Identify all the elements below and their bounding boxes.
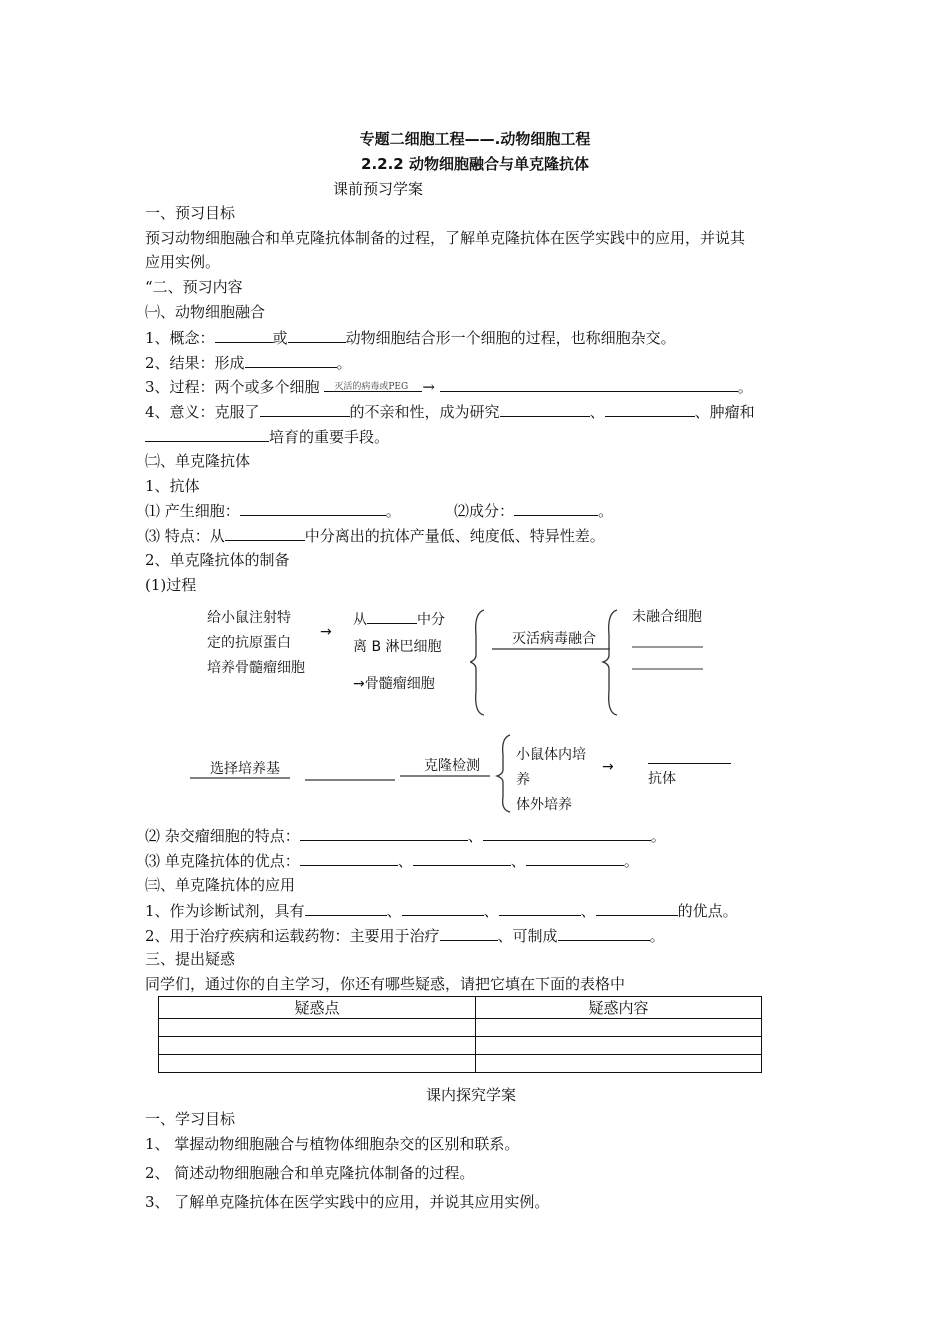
diagram-mid-1: 从 中分 bbox=[353, 608, 445, 629]
feature-line: ⑶ 特点：从 中分离出的抗体产量低、纯度低、特异性差。 bbox=[145, 527, 605, 545]
blank[interactable] bbox=[324, 376, 422, 392]
clone-label: 克隆检测 bbox=[424, 758, 480, 774]
doubt-table bbox=[158, 996, 762, 1073]
blank[interactable] bbox=[367, 608, 417, 624]
lesson-title: 2.2.2 动物细胞融合与单克隆抗体 bbox=[361, 155, 589, 173]
blank[interactable] bbox=[440, 925, 498, 941]
inclass-title: 课内探究学案 bbox=[426, 1086, 517, 1104]
document-title: 专题二细胞工程——.动物细胞工程 bbox=[359, 130, 591, 148]
diagram-left-2: 定的抗原蛋白 bbox=[207, 635, 291, 651]
diagram-right-1: 未融合细胞 bbox=[632, 609, 702, 625]
table-cell[interactable] bbox=[476, 1037, 762, 1055]
blank[interactable] bbox=[648, 748, 731, 764]
culture-3: 体外培养 bbox=[516, 797, 572, 813]
antibody-heading: 1、抗体 bbox=[145, 477, 200, 495]
producer-line: ⑴ 产生细胞： 。 bbox=[145, 502, 401, 520]
blank[interactable] bbox=[413, 850, 511, 866]
table-header: 疑惑点 bbox=[159, 997, 476, 1019]
goal-heading: 一、预习目标 bbox=[145, 204, 236, 222]
result-line: 2、结果：形成 。 bbox=[145, 354, 352, 372]
hybrid-line: ⑵ 杂交瘤细胞的特点： 、 。 bbox=[145, 827, 666, 845]
blank[interactable] bbox=[305, 900, 387, 916]
culture-2: 养 bbox=[516, 772, 530, 788]
blank[interactable] bbox=[514, 500, 598, 516]
blank[interactable] bbox=[215, 327, 273, 343]
diagram-left-3: 培养骨髓瘤细胞 bbox=[207, 660, 305, 676]
inclass-goal-heading: 一、学习目标 bbox=[145, 1110, 236, 1128]
blank[interactable] bbox=[596, 900, 678, 916]
select-label: 选择培养基 bbox=[210, 761, 280, 777]
table-header: 疑惑内容 bbox=[476, 997, 762, 1019]
doubt-text: 同学们，通过你的自主学习，你还有哪些疑惑，请把它填在下面的表格中 bbox=[145, 975, 626, 993]
blank[interactable] bbox=[245, 352, 337, 368]
table-cell[interactable] bbox=[159, 1037, 476, 1055]
blank[interactable] bbox=[402, 900, 484, 916]
concept-line: 1、概念： 或 动物细胞结合形一个细胞的过程，也称细胞杂交。 bbox=[145, 329, 676, 347]
table-header-row bbox=[159, 997, 762, 1019]
blank[interactable] bbox=[500, 401, 590, 417]
table-row bbox=[159, 1055, 762, 1073]
table-cell[interactable] bbox=[476, 1055, 762, 1073]
fusion-heading: ㈠、动物细胞融合 bbox=[145, 303, 266, 321]
mab-heading: ㈡、单克隆抗体 bbox=[145, 452, 251, 470]
blank[interactable] bbox=[440, 376, 738, 392]
arrow-condition: 灭活的病毒或PEG bbox=[334, 382, 409, 392]
blank[interactable] bbox=[558, 925, 650, 941]
blank[interactable] bbox=[145, 426, 269, 442]
table-row bbox=[159, 1037, 762, 1055]
list-item: 3、 了解单克隆抗体在医学实践中的应用，并说其应用实例。 bbox=[145, 1193, 550, 1211]
culture-1: 小鼠体内培 bbox=[516, 747, 586, 763]
list-item: 1、 掌握动物细胞融合与植物体细胞杂交的区别和联系。 bbox=[145, 1135, 520, 1153]
table-cell[interactable] bbox=[159, 1019, 476, 1037]
blank[interactable] bbox=[526, 850, 624, 866]
list-item: 2、 简述动物细胞融合和单克隆抗体制备的过程。 bbox=[145, 1164, 475, 1182]
diagram-mid-2: 离 B 淋巴细胞 bbox=[353, 639, 442, 655]
content-heading: “二、预习内容 bbox=[145, 278, 243, 296]
goal-text-2: 应用实例。 bbox=[145, 253, 221, 271]
app-heading: ㈢、单克隆抗体的应用 bbox=[145, 876, 296, 894]
blank[interactable] bbox=[288, 327, 346, 343]
section-title: 课前预习学案 bbox=[333, 180, 424, 198]
goal-text-1: 预习动物细胞融合和单克隆抗体制备的过程，了解单克隆抗体在医学实践中的应用，并说其 bbox=[145, 229, 746, 247]
diagram-braces bbox=[470, 605, 770, 720]
diagram-left-1: 给小鼠注射特 bbox=[207, 610, 291, 626]
table-row bbox=[159, 1019, 762, 1037]
process-label: (1)过程 bbox=[145, 576, 197, 594]
app2-line: 2、用于治疗疾病和运载药物：主要用于治疗 、可制成 。 bbox=[145, 927, 665, 945]
process-line: 3、过程：两个或多个细胞 灭活的病毒或PEG → 。 bbox=[145, 378, 753, 396]
arrow-icon: → bbox=[320, 624, 332, 640]
table-cell[interactable] bbox=[476, 1019, 762, 1037]
blank[interactable] bbox=[225, 525, 305, 541]
brace-icon bbox=[497, 735, 510, 812]
table-cell[interactable] bbox=[159, 1055, 476, 1073]
component-line: ⑵成分： 。 bbox=[454, 502, 614, 520]
fuse-label: 灭活病毒融合 bbox=[512, 631, 596, 647]
antibody-result: 抗体 bbox=[648, 771, 676, 787]
meaning-line-2: 培育的重要手段。 bbox=[145, 426, 389, 447]
prep-heading: 2、单克隆抗体的制备 bbox=[145, 551, 290, 569]
blank[interactable] bbox=[300, 825, 468, 841]
diagram-mid-3: →骨髓瘤细胞 bbox=[353, 676, 435, 692]
advantage-line: ⑶ 单克隆抗体的优点： 、 、 。 bbox=[145, 852, 639, 870]
blank[interactable] bbox=[260, 401, 350, 417]
brace-icon bbox=[470, 610, 484, 715]
brace-icon bbox=[603, 610, 617, 715]
app1-line: 1、作为诊断试剂，具有 、 、 、 的优点。 bbox=[145, 902, 738, 920]
blank[interactable] bbox=[499, 900, 581, 916]
arrow-icon: → bbox=[602, 759, 614, 775]
blank[interactable] bbox=[300, 850, 398, 866]
blank[interactable] bbox=[240, 500, 386, 516]
blank[interactable] bbox=[483, 825, 651, 841]
blank[interactable] bbox=[605, 401, 695, 417]
doubt-heading: 三、提出疑惑 bbox=[145, 950, 236, 968]
meaning-line: 4、意义：克服了 的不亲和性，成为研究 、 、肿瘤和 bbox=[145, 403, 755, 421]
